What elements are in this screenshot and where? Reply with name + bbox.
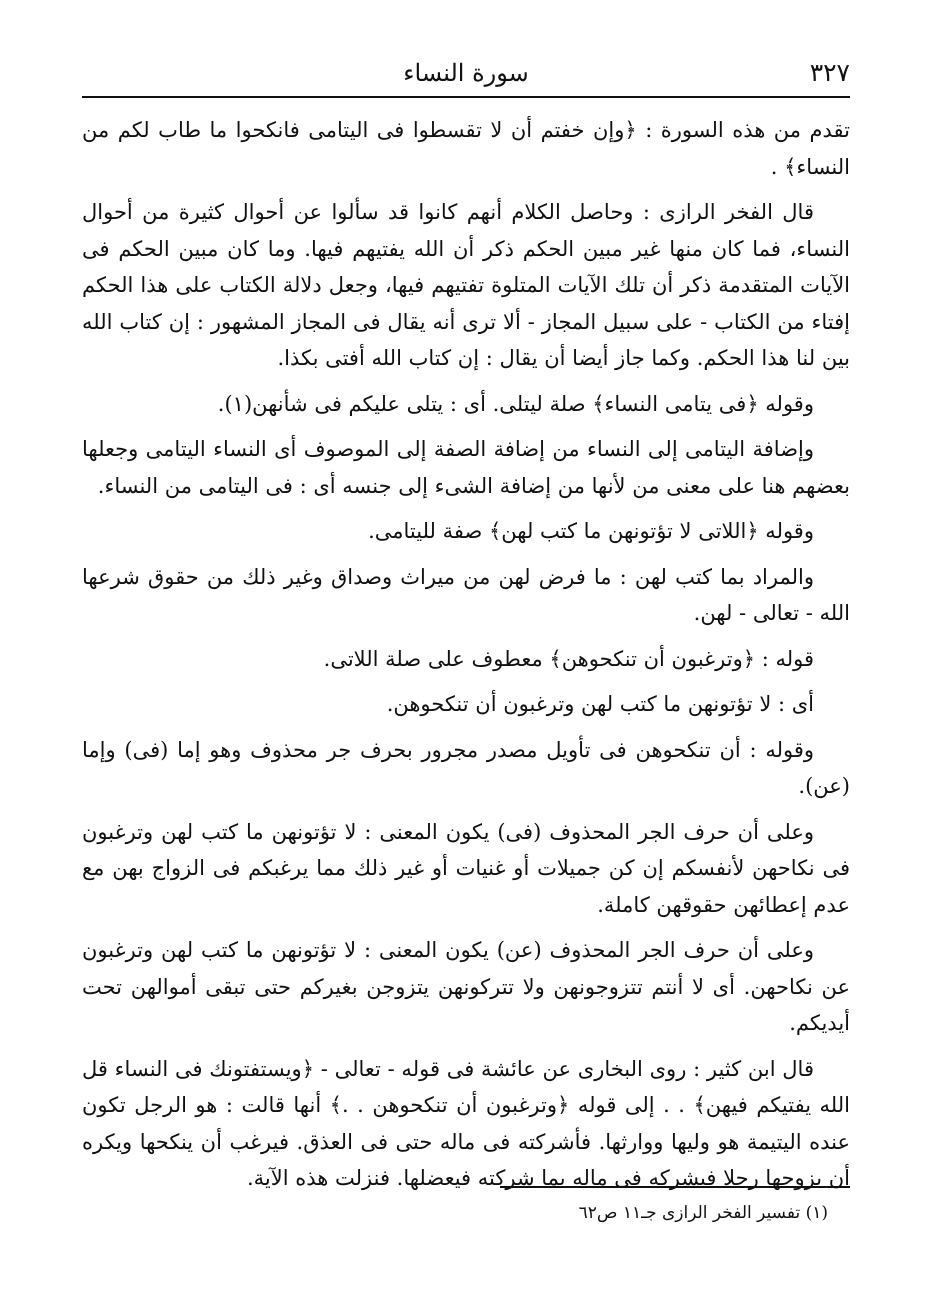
paragraph-7: قوله : ﴿وترغبون أن تنكحوهن﴾ معطوف على صلة اللاتى. [323, 646, 814, 671]
paragraph-11: وعلى أن حرف الجر المحذوف (عن) يكون المعنى : لا تؤتونهن ما كتب لهن وترغبون عن نكاحهن. أى لا أنتم تتزوجونهن ولا تتركونهن يتزوجن بغيركم حتى تبقى أموالهن تحت أيديكم. [82, 938, 850, 1035]
running-header [82, 52, 850, 96]
surah-title: سورة النساء [403, 59, 529, 87]
paragraph-12: قال ابن كثير : روى البخارى عن عائشة فى قوله - تعالى - ﴿ويستفتونك فى النساء قل الله يفتيكم فيهن﴾ . . إلى قوله ﴿وترغبون أن تنكحوهن . .﴾ أنها قالت : هو الرجل تكون عنده اليتيمة هو وليها ووارثها. فأشركته فى ماله حتى فى العذق. فيرغب أن ينكحها ويكره أن يزوجها رجلا فيشركه فى ماله بما شركته فيعضلها. فنزلت هذه الآية. [82, 1056, 850, 1190]
paragraph-10: وعلى أن حرف الجر المحذوف (فى) يكون المعنى : لا تؤتونهن ما كتب لهن وترغبون فى نكاحهن لأنفسكم إن كن جميلات أو غنيات أو غير ذلك مما يرغبكم فى الزواج بهن مع عدم إعطائهن حقوقهن كاملة. [82, 819, 850, 917]
body-text [82, 112, 850, 1206]
footnote-rule [500, 1186, 850, 1188]
paragraph-1: تقدم من هذه السورة : ﴿وإن خفتم أن لا تقسطوا فى اليتامى فانكحوا ما طاب لكم من النساء﴾ . [82, 118, 850, 179]
paragraph-2: قال الفخر الرازى : وحاصل الكلام أنهم كانوا قد سألوا عن أحوال كثيرة من أحوال النساء، فما كان منها غير مبين الحكم ذكر أن الله يفتيهم فيها. وما كان مبين الحكم فى الآيات المتقدمة ذكر أن تلك الآيات المتلوة تفتيهم فيها، وجعل دلالة الكتاب على هذا الحكم إفتاء من الكتاب - على سبيل المجاز - ألا ترى أنه يقال فى المجاز المشهور : إن كتاب الله بين لنا هذا الحكم. وكما جاز أيضا أن يقال : إن كتاب الله أفتى بكذا. [82, 200, 850, 370]
footnote: (١) تفسير الفخر الرازى جـ١١ ص٦٢ [578, 1203, 828, 1223]
header-rule [82, 96, 850, 98]
paragraph-6: والمراد بما كتب لهن : ما فرض لهن من ميراث وصداق وغير ذلك من حقوق شرعها الله - تعالى - لهن. [82, 564, 850, 625]
paragraph-3: وقوله ﴿فى يتامى النساء﴾ صلة ليتلى. أى : يتلى عليكم فى شأنهن(١). [217, 391, 814, 416]
page-number: ٣٢٧ [809, 58, 850, 87]
paragraph-5: وقوله ﴿اللاتى لا تؤتونهن ما كتب لهن﴾ صفة لليتامى. [368, 519, 814, 543]
paragraph-4: وإضافة اليتامى إلى النساء من إضافة الصفة إلى الموصوف أى النساء اليتامى وجعلها بعضهم هنا على معنى من لأنها من إضافة الشىء إلى جنسه أى : فى اليتامى من النساء. [82, 437, 850, 498]
paragraph-9: وقوله : أن تنكحوهن فى تأويل مصدر مجرور بحرف جر محذوف وهو إما (فى) وإما (عن). [82, 737, 850, 798]
paragraph-8: أى : لا تؤتونهن ما كتب لهن وترغبون أن تنكحوهن. [386, 692, 814, 716]
